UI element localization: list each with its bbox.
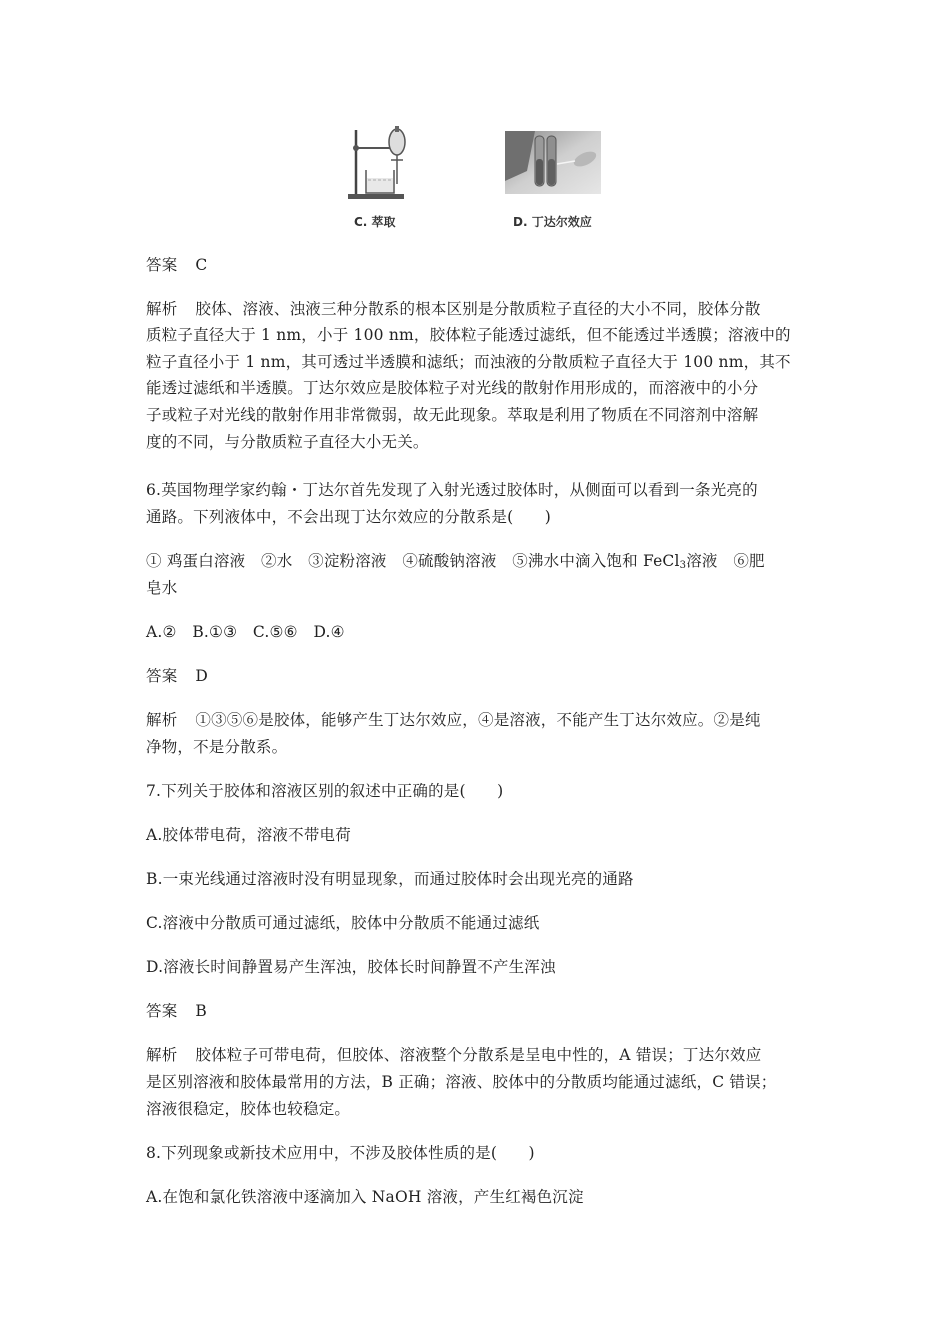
analysis-label: 解析 [146, 1046, 178, 1064]
q8-option-a: A.在饱和氯化铁溶液中逐滴加入 NaOH 溶液，产生红褐色沉淀 [146, 1188, 584, 1206]
q5-analysis-line: 子或粒子对光线的散射作用非常微弱，故无此现象。萃取是利用了物质在不同溶剂中溶解 [146, 406, 759, 424]
q7-option-d: D.溶液长时间静置易产生浑浊，胶体长时间静置不产生浑浊 [146, 958, 556, 976]
q7-stem: 7.下列关于胶体和溶液区别的叙述中正确的是( ) [146, 782, 504, 800]
q6-analysis-line: 净物，不是分散系。 [146, 738, 288, 756]
q7-option-c: C.溶液中分散质可通过滤纸，胶体中分散质不能通过滤纸 [146, 914, 540, 932]
answer-label: 答案 [146, 667, 178, 685]
tyndall-effect-figure [505, 131, 601, 194]
q7-analysis-line: 溶液很稳定，胶体也较稳定。 [146, 1100, 351, 1118]
q6-items-continued: 皂水 [146, 579, 178, 597]
q6-analysis-line: 解析 ①③⑤⑥是胶体，能够产生丁达尔效应，④是溶液，不能产生丁达尔效应。②是纯 [146, 711, 761, 729]
q6-stem-line: 6.英国物理学家约翰・丁达尔首先发现了入射光透过胶体时，从侧面可以看到一条光亮的 [146, 481, 758, 499]
q7-analysis-line: 解析 胶体粒子可带电荷，但胶体、溶液整个分散系是呈电中性的，A 错误；丁达尔效应 [146, 1046, 762, 1064]
q7-analysis-line: 是区别溶液和胶体最常用的方法，B 正确；溶液、胶体中的分散质均能通过滤纸，C 错误； [146, 1073, 777, 1091]
q6-stem-line: 通路。下列液体中，不会出现丁达尔效应的分散系是( ) [146, 508, 551, 526]
q5-analysis-line: 粒子直径小于 1 nm，其可透过半透膜和滤纸；而浊液的分散质粒子直径大于 100 nm，其不 [146, 353, 791, 371]
q6-answer [146, 664, 208, 686]
q8-stem: 8.下列现象或新技术应用中，不涉及胶体性质的是( ) [146, 1144, 535, 1162]
extraction-apparatus-figure [344, 122, 416, 202]
q7-option-b: B.一束光线通过溶液时没有明显现象，而通过胶体时会出现光亮的通路 [146, 870, 634, 888]
q5-analysis-line: 能透过滤纸和半透膜。丁达尔效应是胶体粒子对光线的散射作用形成的，而溶液中的小分 [146, 379, 759, 397]
analysis-label: 解析 [146, 300, 178, 318]
q5-answer [146, 253, 207, 275]
answer-label: 答案 [146, 1002, 178, 1020]
extraction-apparatus-icon [344, 122, 416, 202]
answer-value: D [195, 667, 209, 685]
q7-option-a: A.胶体带电荷，溶液不带电荷 [146, 826, 351, 844]
figure-c-caption: C. 萃取 [354, 215, 396, 229]
answer-label: 答案 [146, 256, 178, 274]
q5-analysis-line: 质粒子直径大于 1 nm，小于 100 nm，胶体粒子能透过滤纸，但不能透过半透膜；溶液中的 [146, 326, 791, 344]
figure-d-caption: D. 丁达尔效应 [513, 215, 592, 229]
q6-items: ① 鸡蛋白溶液 ②水 ③淀粉溶液 ④硫酸钠溶液 ⑤沸水中滴入饱和 FeCl$_3$溶液 ⑥肥 [146, 552, 765, 571]
answer-value: C [195, 256, 208, 274]
tyndall-photo-icon [505, 131, 601, 194]
answer-value: B [195, 1002, 207, 1020]
q5-analysis-line: 度的不同，与分散质粒子直径大小无关。 [146, 433, 429, 451]
q5-analysis-line: 解析 胶体、溶液、浊液三种分散系的根本区别是分散质粒子直径的大小不同，胶体分散 [146, 300, 761, 318]
analysis-label: 解析 [146, 711, 178, 729]
q6-options: A.② B.①③ C.⑤⑥ D.④ [146, 623, 345, 641]
q7-answer [146, 999, 207, 1021]
